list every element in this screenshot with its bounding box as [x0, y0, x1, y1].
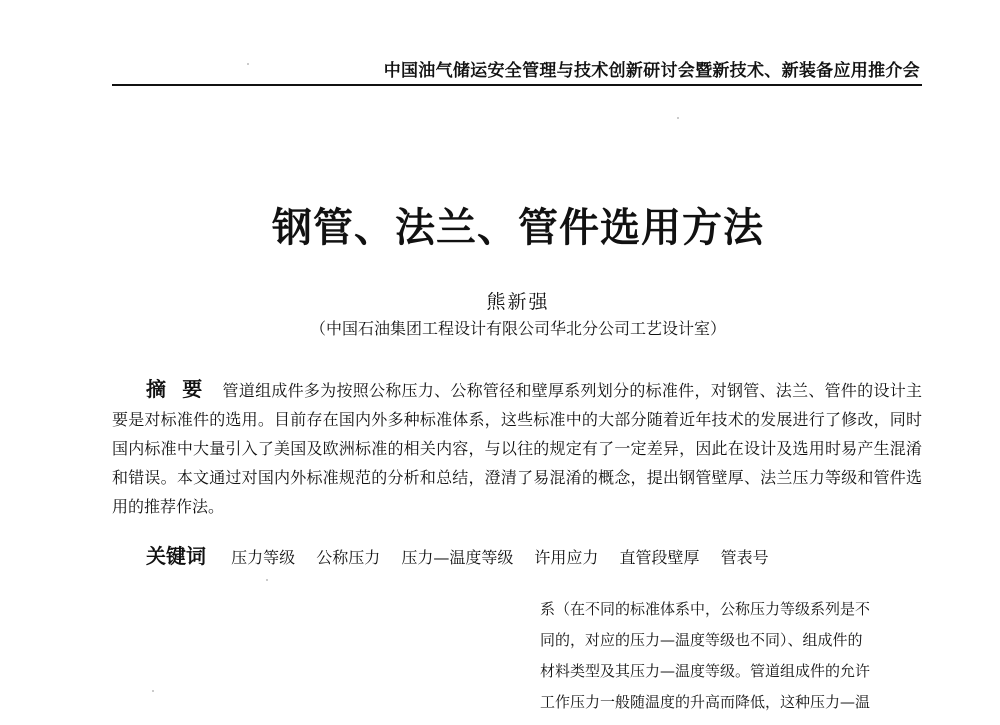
- keyword: 管表号: [720, 548, 769, 567]
- scan-speck: [677, 117, 679, 119]
- scan-speck: [247, 63, 249, 65]
- article-title: 钢管、法兰、管件选用方法: [272, 205, 764, 251]
- keywords: [146, 540, 922, 569]
- abstract: [112, 375, 922, 521]
- keyword: 压力—温度等级: [401, 548, 514, 567]
- keyword: 许用应力: [534, 548, 599, 567]
- running-header: 中国油气储运安全管理与技术创新研讨会暨新技术、新装备应用推介会: [383, 61, 920, 81]
- abstract-text: 管道组成件多为按照公称压力、公称管径和壁厚系列划分的标准件，对钢管、法兰、管件的设计主要是对标准件的选用。目前存在国内外多种标准体系，这些标准中的大部分随着近年技术的发展进行了修改，同时国内标准中大量引入了美国及欧洲标准的相关内容，与以往的规定有了一定差异，因此在设计及选用时易产生混淆和错误。本文通过对国内外标准规范的分析和总结，澄清了易混淆的概念，提出钢管壁厚、法兰压力等级和管件选用的推荐作法。: [112, 381, 922, 516]
- body-line: 同的，对应的压力—温度等级也不同）、组成件的: [540, 631, 863, 649]
- keyword: 压力等级: [231, 548, 296, 567]
- body-text-right-column: [540, 594, 922, 718]
- keyword: 直管段壁厚: [619, 548, 700, 567]
- scan-speck: [152, 690, 154, 692]
- body-line: 材料类型及其压力—温度等级。管道组成件的允许: [540, 662, 871, 680]
- author-name: 熊新强: [486, 291, 550, 313]
- keyword: 公称压力: [316, 548, 381, 567]
- scan-speck: [266, 579, 268, 581]
- abstract-label: 摘要: [146, 377, 219, 401]
- keywords-label: 关键词: [146, 544, 206, 568]
- body-line: 系（在不同的标准体系中，公称压力等级系列是不: [540, 600, 871, 618]
- author-affiliation: （中国石油集团工程设计有限公司华北分公司工艺设计室）: [309, 319, 726, 338]
- header-rule: [112, 84, 922, 86]
- body-line: 工作压力一般随温度的升高而降低，这种压力—温: [540, 693, 871, 711]
